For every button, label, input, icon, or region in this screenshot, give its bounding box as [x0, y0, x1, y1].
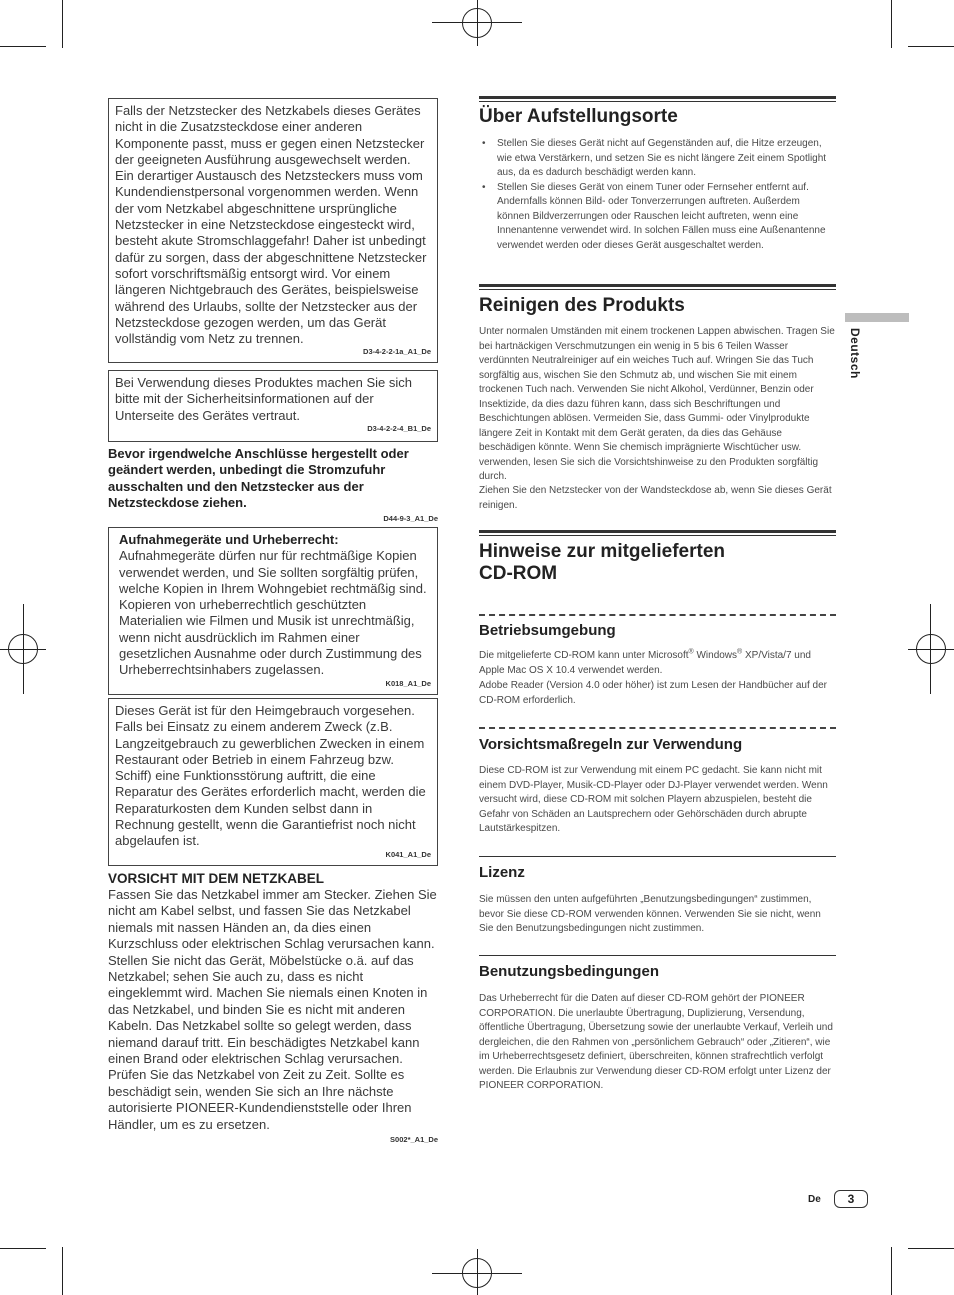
crop-mark — [62, 1247, 63, 1295]
page-number: 3 — [834, 1190, 868, 1208]
crop-mark — [908, 649, 954, 650]
crop-mark — [908, 46, 954, 47]
safety-info-notice — [108, 370, 438, 442]
plug-replacement-notice — [108, 98, 438, 363]
copyright-notice — [108, 527, 438, 695]
cleaning-text: Unter normalen Umständen mit einem trockenen Lappen abwischen. Tragen Sie bei hartnäckigen Verschmutzungen ein wenig in 5 bis 6 Teilen Wasser verdünnten Neutralreiniger auf ein weiches Tuch auf. Wringen Sie das Tuch sorgfältig aus, wischen Sie den Schmutz ab, und wischen Sie mit einem trockenen Tuch nach. Verwenden Sie nicht Alkohol, Verdünner, Benzin oder Insektizide, da dies dazu führen kann, dass sich Beschriftungen und Beschichtungen ablösen. Vermeiden Sie, dass Gummi- oder Vinylprodukte längere Zeit in Kontakt mit dem Gerät geraten, da dies das Gehäuse beschädigen könnte. Wenn Sie chemisch imprägnierte Wischtücher usw. verwenden, lesen Sie sich die Vorsichtshinweise zu den Produkten sorgfältig durch. — [479, 326, 835, 482]
list-item: • Stellen Sie dieses Gerät von einem Tuner oder Fernseher entfernt auf. Andernfalls können Bild- oder Tonverzerrungen auftreten. Außerdem können Bildverzerrungen oder Rauschen leicht auftreten, wenn eine Innenantenne verwendet wird. In solchen Fällen muss eine Außenantenne verwendet werden oder dieses Gerät ausgeschaltet werden. — [479, 181, 835, 254]
language-label: Deutsch — [848, 328, 862, 379]
notice-code: D3-4-2-2-1a_A1_De — [363, 347, 431, 357]
notice-text: Bei Verwendung dieses Produktes machen Sie sich bitte mit der Sicherheitsinformationen auf der Unterseite des Gerätes vertraut. — [115, 375, 413, 423]
power-cord-code: S002*_A1_De — [390, 1135, 438, 1144]
language-tab — [845, 313, 909, 322]
crop-mark — [432, 22, 522, 23]
power-cord-text: Fassen Sie das Netzkabel immer am Stecker. Ziehen Sie nicht am Kabel selbst, und fassen Sie das Netzkabel niemals mit nassen Händen an, da dies einen Kurzschluss oder elektrischen Schlag verursachen kann. Stellen Sie nicht das Gerät, Möbelstücke o.ä. auf das Netzkabel; sehen Sie auch zu, dass es nicht eingeklemmt wird. Machen Sie niemals einen Knoten in das Netzkabel, und binden Sie es nicht mit anderen Kabeln. Das Netzkabel sollte so gelegt werden, dass niemand darauf tritt. Ein beschädigtes Netzkabel kann einen Brand oder elektrischen Schlag verursachen. Prüfen Sie das Netzkabel von Zeit zu Zeit. Sollte es beschädigt sein, wenden Sie sich an Ihre nächste autorisierte PIONEER-Kundendienststelle oder Ihren Händler, um es zu ersetzen. — [108, 887, 437, 1132]
cdrom-heading — [479, 541, 725, 585]
cdrom-heading-line1: Hinweise zur mitgelieferten — [479, 541, 726, 562]
notice-text: Dieses Gerät ist für den Heimgebrauch vorgesehen. Falls bei Einsatz zu einem anderem Zweck (z.B. Langzeitgebrauch zu gewerblichen Zwecken in einem Restaurant oder Betrieb in einem Fahrzeug bzw. Schiff) eine Funktionsstörung auftritt, die eine Reparatur des Gerätes erforderlich macht, werden die Reparaturkosten dem Kunden selbst dann in Rechnung gestellt, wenn die Garantiefrist noch nicht abgelaufen ist. — [115, 703, 426, 849]
environment-text-c: XP/Vista/7 und Apple Mac OS X 10.4 verwendet werden. — [479, 650, 811, 676]
section-rule — [479, 530, 836, 533]
crop-mark — [62, 0, 63, 48]
crop-mark — [891, 1247, 892, 1295]
copyright-heading: Aufnahmegeräte und Urheberrecht: — [119, 532, 339, 547]
notice-code: D3-4-2-2-4_B1_De — [367, 423, 431, 433]
footer-language: De — [808, 1194, 821, 1205]
crop-mark — [477, 1249, 478, 1295]
cdrom-heading-line2: CD-ROM — [479, 563, 558, 584]
environment-text-2: Adobe Reader (Version 4.0 oder höher) ist zum Lesen der Handbücher auf der CD-ROM erforderlich. — [479, 680, 827, 706]
section-rule — [479, 284, 836, 287]
installation-list — [479, 137, 835, 253]
power-cord-heading: VORSICHT MIT DEM NETZKABEL — [108, 871, 324, 886]
section-rule — [479, 96, 836, 99]
dashed-divider — [479, 727, 836, 729]
environment-heading: Betriebsumgebung — [479, 622, 616, 639]
section-rule — [479, 289, 836, 290]
environment-text — [479, 649, 835, 678]
crop-mark — [891, 0, 892, 48]
notice-code: K018_A1_De — [385, 678, 431, 688]
installation-heading: Über Aufstellungsorte — [479, 106, 678, 127]
section-rule — [479, 955, 836, 956]
terms-heading: Benutzungsbedingungen — [479, 963, 659, 980]
section-rule — [479, 101, 836, 102]
home-use-notice — [108, 698, 438, 866]
crop-mark — [477, 0, 478, 46]
list-item: • Stellen Sie dieses Gerät nicht auf Gegenständen auf, die Hitze erzeugen, wie etwa Verstärkern, und setzen Sie es nicht längere Zeit einem Spotlight aus, da es dadurch beschädigt werden kann. — [479, 137, 835, 181]
cleaning-heading: Reinigen des Produkts — [479, 295, 685, 316]
crop-mark — [930, 604, 931, 694]
cleaning-text-2: Ziehen Sie den Netzstecker von der Wandsteckdose ab, wenn Sie dieses Gerät reinigen. — [479, 485, 832, 511]
section-rule — [479, 856, 836, 857]
notice-code: K041_A1_De — [385, 849, 431, 859]
terms-text: Das Urheberrecht für die Daten auf dieser CD-ROM gehört der PIONEER CORPORATION. Die unerlaubte Übertragung, Duplizierung, Versendung, öffentliche Übertragung, Übersetzung sowie der unerlaubte Verkauf, Verleih und dergleichen, die den Rahmen von „persönlichem Gebrauch“ oder „Zitieren“, wie im Urheberrechtsgesetz definiert, überschreiten, können strafrechtlich verfolgt werden. Die Erlaubnis zur Verwendung dieser CD-ROM erfolgt unter Lizenz der PIONEER CORPORATION. — [479, 993, 833, 1091]
crop-mark — [908, 1248, 954, 1249]
precautions-heading: Vorsichtsmaßregeln zur Verwendung — [479, 736, 743, 753]
license-heading: Lizenz — [479, 864, 525, 881]
dashed-divider — [479, 614, 836, 616]
crop-mark — [0, 46, 46, 47]
disconnect-warning: Bevor irgendwelche Anschlüsse hergestellt oder geändert werden, unbedingt die Stromzufuhr ausschalten und den Netzstecker aus der Netzsteckdose ziehen. — [108, 446, 409, 510]
environment-text-a: Die mitgelieferte CD-ROM kann unter Microsoft — [479, 650, 689, 661]
crop-mark — [0, 1248, 46, 1249]
crop-mark — [432, 1273, 522, 1274]
precautions-text: Diese CD-ROM ist zur Verwendung mit einem PC gedacht. Sie kann nicht mit einem DVD-Player, Musik-CD-Player oder DJ-Player verwendet werden. Wenn versucht wird, diese CD-ROM mit solchen Playern abzuspielen, besteht die Gefahr von Schäden an Lautsprechern oder Gehörschäden durch abrupte Lautstärkespitzen. — [479, 765, 828, 834]
warning-code: D44-9-3_A1_De — [383, 514, 438, 523]
notice-text: Aufnahmegeräte dürfen nur für rechtmäßige Kopien verwendet werden, und Sie sollten sorgfältig prüfen, welche Kopien in Ihrem Wohngebiet rechtmäßig sind. Kopieren von urheberrechtlich geschützten Materialien wie Filmen und Musik ist unrechtmäßig, wenn nicht ausdrücklich im Rahmen einer gesetzlichen Ausnahme oder durch Zustimmung des Urheberrechtsinhabers zugelassen. — [119, 548, 427, 678]
registered-mark: ® — [688, 648, 694, 656]
registered-mark: ® — [737, 648, 743, 656]
section-rule — [479, 535, 836, 536]
environment-text-b: Windows — [693, 650, 738, 661]
notice-text: Falls der Netzstecker des Netzkabels dieses Gerätes nicht in die Zusatzsteckdose einer anderen Komponente passt, muss er gegen einen Netzstecker der geeigneten Ausführung ausgewechselt werden. Ein derartiger Austausch des Netzsteckers muss vom Kundendienstpersonal vorgenommen werden. Wenn der vom Netzkabel abgeschnittene ursprüngliche Netzstecker in eine Netzsteckdose eingesteckt wird, besteht akute Stromschlaggefahr! Daher ist unbedingt dafür zu sorgen, dass der abgeschnittene Netzstecker sofort vorschriftsmäßig entsorgt wird. Vor einem längeren Nichtgebrauch des Gerätes, beispielsweise während des Urlaubs, sollte der Netzstecker aus der Netzsteckdose gezogen werden, um das Gerät vollständig vom Netz zu trennen. — [115, 103, 427, 347]
crop-mark — [23, 604, 24, 694]
license-text: Sie müssen den unten aufgeführten „Benutzungsbedingungen“ zustimmen, bevor Sie diese CD-ROM verwenden können. Verwenden Sie sie nicht, wenn Sie den Benutzungsbedingungen nicht zustimmen. — [479, 894, 821, 934]
